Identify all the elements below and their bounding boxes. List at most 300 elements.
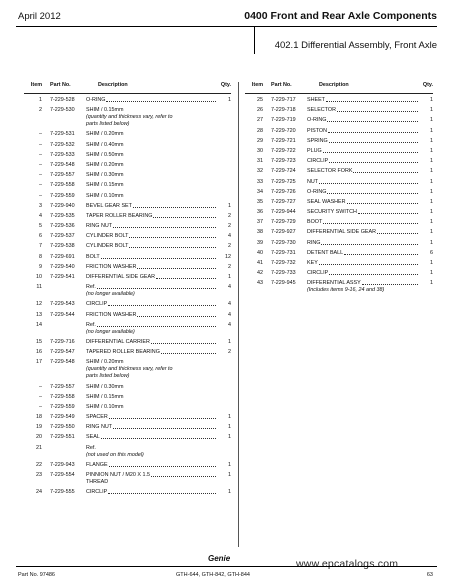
description — [307, 209, 419, 216]
part-number: 7-229-550 — [50, 424, 75, 431]
description-text: SHIM / 0.30mm — [86, 172, 124, 179]
description-text: DETENT BALL — [307, 249, 344, 256]
dot-leader — [329, 158, 418, 163]
quantity: 1 — [430, 198, 433, 205]
quantity: 1 — [430, 178, 433, 185]
item-number: 6 — [39, 233, 42, 240]
item-number: 22 — [36, 461, 42, 468]
dot-leader — [113, 424, 216, 429]
description-text: SHIM / 0.15mm — [86, 107, 124, 114]
description-text: SHIM / 0.10mm — [86, 403, 124, 410]
table-row — [24, 394, 231, 401]
item-number: 11 — [36, 284, 42, 291]
description — [86, 394, 217, 401]
description — [307, 107, 419, 114]
dot-leader — [113, 223, 216, 228]
item-number: 33 — [257, 178, 263, 185]
description-text: RING NUT — [86, 223, 113, 230]
item-number: 29 — [257, 137, 263, 144]
table-row — [24, 131, 231, 138]
table-row — [24, 274, 231, 281]
item-number: – — [39, 182, 42, 189]
item-number: 26 — [257, 107, 263, 114]
description-text: SHIM / 0.20mm — [86, 359, 124, 366]
description — [86, 233, 217, 240]
footer-models: GTH-644, GTH-842, GTH-844 — [176, 572, 250, 578]
table-row — [245, 199, 433, 206]
table-row — [24, 142, 231, 149]
quantity: 1 — [430, 107, 433, 114]
dot-leader — [353, 168, 418, 173]
description-text: Ref. — [86, 444, 96, 451]
part-number: 7-229-927 — [271, 229, 296, 236]
description — [86, 131, 217, 138]
part-number: 7-229-538 — [50, 243, 75, 250]
part-number: 7-229-559 — [50, 403, 75, 410]
quantity — [217, 359, 231, 380]
quantity: 6 — [430, 249, 433, 256]
table-row — [24, 424, 231, 431]
part-number: 7-229-535 — [50, 212, 75, 219]
dot-leader — [319, 260, 418, 265]
item-number: 34 — [257, 188, 263, 195]
item-number: 42 — [257, 270, 263, 277]
quantity: 4 — [228, 321, 231, 328]
description — [307, 270, 419, 277]
dot-leader — [329, 270, 418, 275]
description — [86, 462, 217, 469]
description-text: RING — [307, 239, 321, 246]
item-number: 39 — [257, 239, 263, 246]
table-row — [24, 489, 231, 496]
description — [86, 182, 217, 189]
description-note: (no longer available) — [86, 291, 135, 298]
item-number: 16 — [36, 349, 42, 356]
col-item-header: Item — [251, 82, 263, 88]
quantity: 1 — [228, 338, 231, 345]
dot-leader — [108, 489, 216, 494]
quantity: 1 — [430, 97, 433, 103]
item-number: 18 — [36, 414, 42, 421]
item-number: 32 — [257, 168, 263, 175]
quantity: 4 — [228, 301, 231, 308]
part-number: 7-229-719 — [271, 117, 296, 124]
part-number: 7-229-554 — [50, 472, 75, 478]
description — [307, 240, 419, 247]
quantity: 2 — [228, 212, 231, 219]
item-number: 37 — [257, 219, 263, 226]
col-item-header: Item — [30, 82, 42, 88]
part-number: 7-229-940 — [50, 202, 75, 209]
part-number: 7-229-725 — [271, 178, 296, 185]
description-text: SEAL — [86, 434, 100, 441]
description-text: DIFFERENTIAL CARRIER — [86, 338, 150, 345]
description-text: DIFFERENTIAL SIDE GEAR — [86, 274, 155, 280]
quantity: 1 — [228, 424, 231, 431]
description-text: FLANGE — [86, 461, 108, 468]
description-text: CIRCLIP — [307, 158, 329, 165]
description — [86, 312, 217, 319]
item-number: 43 — [257, 280, 263, 287]
dot-leader — [101, 434, 216, 439]
table-header — [24, 82, 231, 94]
table-row — [245, 117, 433, 124]
quantity: 1 — [228, 461, 231, 468]
description — [307, 229, 419, 236]
dot-leader — [101, 254, 216, 259]
description — [86, 434, 217, 441]
table-row — [245, 219, 433, 226]
part-number: 7-229-732 — [271, 260, 296, 266]
part-number: 7-229-531 — [50, 131, 75, 138]
table-header — [245, 82, 433, 94]
dot-leader — [329, 138, 418, 143]
col-qty-header: Qty. — [422, 82, 433, 88]
description — [86, 142, 217, 149]
item-number: – — [39, 172, 42, 179]
description — [86, 203, 217, 210]
item-number: 41 — [257, 260, 263, 266]
table-row — [24, 384, 231, 391]
item-number: 36 — [257, 209, 263, 216]
quantity: 1 — [228, 434, 231, 441]
table-row — [245, 168, 433, 175]
quantity: 1 — [430, 270, 433, 277]
part-number — [50, 445, 86, 459]
item-number: 27 — [257, 117, 263, 124]
part-number: 7-229-541 — [50, 274, 75, 280]
description-text: CYLINDER BOLT — [86, 243, 129, 250]
part-number: 7-229-720 — [271, 127, 296, 134]
item-number: 24 — [36, 489, 42, 496]
description — [86, 359, 217, 380]
quantity — [217, 384, 231, 391]
part-number: 7-229-528 — [50, 97, 75, 103]
description-text: BOLT — [86, 253, 100, 260]
header-date: April 2012 — [18, 11, 61, 22]
description-text: FRICTION WASHER — [86, 263, 137, 270]
header-divider — [254, 26, 255, 54]
dot-leader — [362, 280, 418, 285]
table-row — [24, 182, 231, 189]
item-number: – — [39, 131, 42, 138]
item-number: 12 — [36, 301, 42, 308]
description — [86, 322, 217, 336]
dot-leader — [323, 148, 418, 153]
description-text: PISTON — [307, 127, 327, 134]
part-number: 7-229-558 — [50, 182, 75, 189]
description-text: SHIM / 0.15mm — [86, 182, 124, 189]
quantity — [217, 142, 231, 149]
item-number: 31 — [257, 158, 263, 165]
table-row — [24, 264, 231, 271]
part-number: 7-229-945 — [271, 280, 296, 287]
part-number: 7-229-558 — [50, 393, 75, 400]
description — [86, 213, 217, 220]
part-number: 7-229-555 — [50, 489, 75, 496]
table-row — [24, 414, 231, 421]
item-number: 1 — [39, 97, 42, 103]
description-text: TAPER ROLLER BEARING — [86, 212, 153, 219]
part-number — [50, 322, 86, 336]
table-row — [24, 203, 231, 210]
table-row — [24, 434, 231, 441]
item-number: 23 — [36, 472, 42, 478]
description — [86, 472, 217, 486]
dot-leader — [377, 229, 418, 234]
description-note: (not used on this model) — [86, 451, 144, 458]
dot-leader — [161, 349, 216, 354]
quantity: 2 — [228, 263, 231, 270]
col-part-header: Part No. — [50, 82, 71, 88]
table-row — [24, 107, 231, 128]
item-number: 21 — [36, 444, 42, 451]
table-row — [24, 349, 231, 356]
table-row — [24, 472, 231, 486]
part-number: 7-229-540 — [50, 263, 75, 270]
description — [86, 254, 217, 261]
description-text: O-RING — [86, 97, 106, 103]
dot-leader — [151, 472, 216, 477]
description — [86, 107, 217, 128]
description-text: SELECTOR — [307, 107, 336, 114]
quantity: 4 — [228, 311, 231, 318]
description — [307, 138, 419, 145]
description — [307, 219, 419, 226]
item-number: 20 — [36, 434, 42, 441]
table-row — [24, 301, 231, 308]
description — [307, 97, 419, 104]
item-number: 5 — [39, 223, 42, 230]
item-number: – — [39, 161, 42, 168]
rows-left — [24, 97, 231, 496]
part-number: 7-229-559 — [50, 192, 75, 199]
item-number: 17 — [36, 359, 42, 366]
part-number: 7-229-729 — [271, 219, 296, 226]
quantity: 1 — [430, 117, 433, 124]
description — [86, 424, 217, 431]
part-number: 7-229-730 — [271, 239, 296, 246]
description-text: PINNION NUT / M20 X 1.5 — [86, 472, 151, 478]
quantity: 1 — [430, 188, 433, 195]
dot-leader — [319, 179, 418, 184]
quantity — [217, 394, 231, 401]
dot-leader — [358, 209, 418, 214]
quantity: 1 — [430, 239, 433, 246]
item-number: 30 — [257, 147, 263, 154]
description — [86, 404, 217, 411]
description-text: CYLINDER BOLT — [86, 233, 129, 240]
description-text: TAPERED ROLLER BEARING — [86, 349, 160, 356]
dot-leader — [97, 322, 216, 327]
table-row — [245, 138, 433, 145]
description-text: SELECTOR FORK — [307, 168, 353, 175]
quantity: 1 — [430, 229, 433, 236]
table-row — [24, 445, 231, 459]
item-number: 19 — [36, 424, 42, 431]
item-number: 13 — [36, 311, 42, 318]
quantity: 1 — [430, 219, 433, 226]
dot-leader — [129, 243, 216, 248]
part-number: 7-229-557 — [50, 383, 75, 390]
description — [86, 223, 217, 230]
part-number: 7-229-944 — [271, 209, 296, 216]
part-number: 7-229-718 — [271, 107, 296, 114]
part-number: 7-229-717 — [271, 97, 296, 103]
item-number: – — [39, 192, 42, 199]
description-text: O-RING — [307, 117, 327, 124]
description — [86, 264, 217, 271]
description — [86, 339, 217, 346]
part-number: 7-229-532 — [50, 141, 75, 148]
part-number: 7-229-731 — [271, 249, 296, 256]
quantity — [217, 162, 231, 169]
quantity: 2 — [228, 243, 231, 250]
description — [86, 384, 217, 391]
quantity: 1 — [228, 489, 231, 496]
description-text: DIFFERENTIAL SIDE GEAR — [307, 229, 376, 236]
item-number: 28 — [257, 127, 263, 134]
part-number: 7-229-716 — [50, 338, 75, 345]
description — [86, 349, 217, 356]
page-title: 0400 Front and Rear Axle Components — [244, 10, 437, 22]
parts-table-left — [24, 82, 231, 499]
description — [307, 117, 419, 124]
quantity: 1 — [430, 137, 433, 144]
table-row — [24, 172, 231, 179]
description-text: SHIM / 0.20mm — [86, 131, 124, 138]
description — [86, 172, 217, 179]
description — [86, 97, 217, 104]
table-row — [24, 359, 231, 380]
part-number — [50, 284, 86, 298]
description-text: CIRCLIP — [86, 489, 108, 496]
description-text: SHIM / 0.15mm — [86, 393, 124, 400]
item-number: 15 — [36, 338, 42, 345]
item-number: 38 — [257, 229, 263, 236]
part-number: 7-229-549 — [50, 414, 75, 421]
table-row — [24, 223, 231, 230]
watermark: www.epcatalogs.com — [296, 558, 399, 570]
item-number: – — [39, 393, 42, 400]
description-text: Ref. — [86, 284, 96, 291]
rows-right — [245, 97, 433, 294]
table-row — [24, 243, 231, 250]
table-row — [245, 270, 433, 277]
quantity: 1 — [228, 97, 231, 103]
quantity: 1 — [228, 274, 231, 280]
table-row — [245, 280, 433, 294]
table-row — [245, 158, 433, 165]
parts-table-right — [245, 82, 433, 298]
quantity: 1 — [430, 280, 433, 287]
description — [86, 301, 217, 308]
description — [307, 128, 419, 135]
quantity — [217, 182, 231, 189]
table-row — [245, 97, 433, 104]
item-number: 7 — [39, 243, 42, 250]
dot-leader — [109, 414, 216, 419]
description — [307, 158, 419, 165]
quantity: 2 — [228, 349, 231, 356]
quantity: 1 — [228, 414, 231, 421]
quantity: 1 — [430, 209, 433, 216]
part-number: 7-229-536 — [50, 223, 75, 230]
dot-leader — [337, 107, 418, 112]
dot-leader — [323, 219, 418, 224]
part-number: 7-229-691 — [50, 253, 75, 260]
description-note: (Includes items 9-16, 24 and 38) — [307, 287, 385, 294]
description-text: BEVEL GEAR SET — [86, 202, 132, 209]
quantity: 1 — [228, 472, 231, 478]
dot-leader — [321, 240, 418, 245]
section-subtitle: 402.1 Differential Assembly, Front Axle — [274, 40, 437, 51]
part-number: 7-229-547 — [50, 349, 75, 356]
description-note: (no longer available) — [86, 328, 135, 335]
description — [86, 243, 217, 250]
description-text: SHIM / 0.20mm — [86, 161, 124, 168]
description-note: (quantity and thickness vary, refer to — [86, 114, 173, 121]
description-text: BOOT — [307, 219, 323, 226]
description — [86, 284, 217, 298]
footer-part-number: Part No. 97486 — [18, 572, 55, 578]
item-number: 25 — [257, 97, 263, 103]
table-row — [24, 322, 231, 336]
table-row — [245, 148, 433, 155]
part-number: 7-229-533 — [50, 151, 75, 158]
quantity: 2 — [228, 223, 231, 230]
table-row — [24, 213, 231, 220]
part-number: 7-229-543 — [50, 301, 75, 308]
description — [307, 189, 419, 196]
table-row — [24, 462, 231, 469]
item-number: – — [39, 141, 42, 148]
dot-leader — [156, 274, 216, 279]
part-number: 7-229-537 — [50, 233, 75, 240]
header-rule — [16, 26, 437, 27]
table-row — [245, 107, 433, 114]
quantity: 4 — [228, 284, 231, 291]
description-text: NUT — [307, 178, 319, 185]
dot-leader — [327, 189, 418, 194]
quantity: 1 — [430, 147, 433, 154]
dot-leader — [133, 203, 216, 208]
part-number: 7-229-551 — [50, 434, 75, 441]
item-number: 35 — [257, 198, 263, 205]
table-row — [245, 229, 433, 236]
quantity: 4 — [228, 233, 231, 240]
part-number: 7-229-721 — [271, 137, 296, 144]
item-number: 4 — [39, 212, 42, 219]
dot-leader — [97, 284, 216, 289]
description-text: SHEET — [307, 97, 325, 103]
dot-leader — [344, 250, 418, 255]
item-number: 2 — [39, 107, 42, 114]
quantity: 1 — [430, 158, 433, 165]
part-number: 7-229-530 — [50, 107, 75, 114]
table-row — [245, 179, 433, 186]
item-number: 14 — [36, 321, 42, 328]
description-note: parts listed below) — [86, 121, 130, 128]
part-number: 7-229-726 — [271, 188, 296, 195]
description — [86, 414, 217, 421]
dot-leader — [109, 462, 216, 467]
description-text: SPRING — [307, 137, 328, 144]
table-row — [24, 193, 231, 200]
description — [307, 280, 419, 294]
description-text: SHIM / 0.50mm — [86, 151, 124, 158]
table-row — [24, 233, 231, 240]
